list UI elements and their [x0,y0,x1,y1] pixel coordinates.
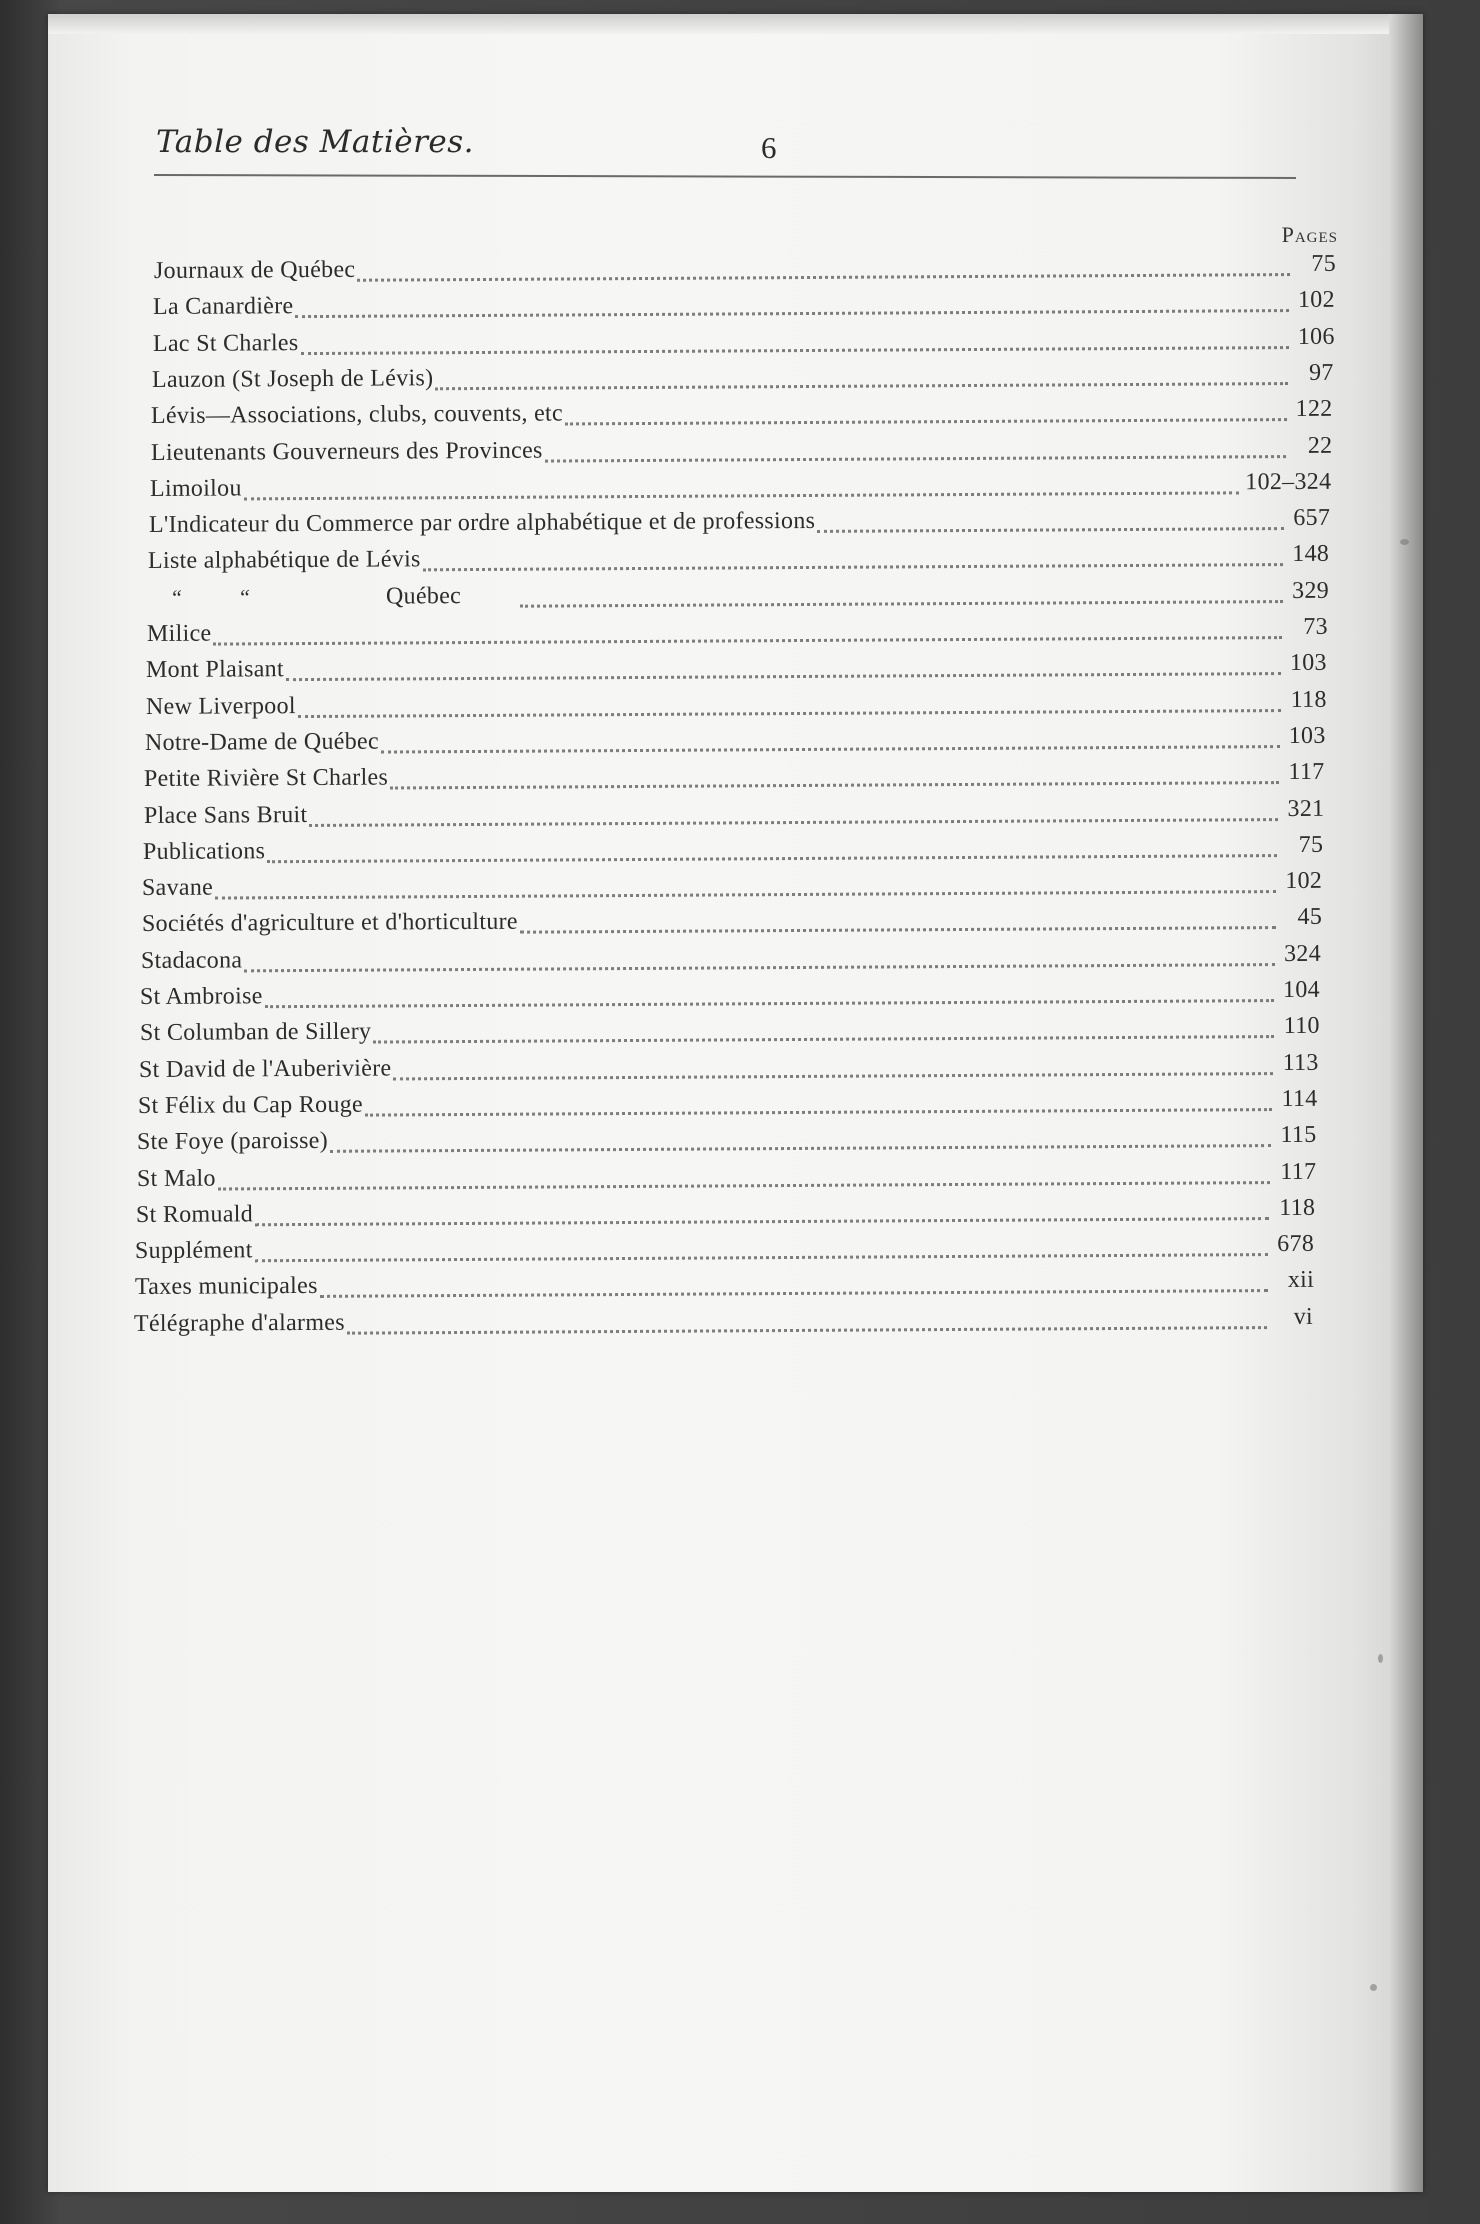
toc-entry [139,1049,1319,1088]
toc-entry-page: 117 [1288,758,1325,786]
toc-entry-label: Lauzon (St Joseph de Lévis) [151,365,434,393]
dot-leader [373,1035,1274,1044]
dot-leader [365,1108,1272,1117]
toc-entry-label: Petite Rivière St Charles [144,764,389,793]
dot-leader [817,527,1284,533]
toc-entry-page: 110 [1283,1013,1320,1040]
scan-speck [1400,539,1409,545]
dot-leader [520,600,1283,608]
dot-leader [298,709,1281,718]
toc-entry [153,323,1335,362]
toc-entry-label [148,582,518,611]
toc-entry [154,251,1336,290]
toc-entry-page: 97 [1308,359,1334,386]
dot-leader [544,455,1286,463]
toc-entry [147,614,1328,653]
toc-entry-label: Liste alphabétique de Lévis [148,546,422,575]
scan-speck [1370,1984,1377,1991]
table-of-contents [48,14,1423,2192]
dot-leader [265,999,1274,1008]
toc-entry [141,940,1321,979]
dot-leader [381,745,1280,753]
toc-entry-label: Sociétés d'agriculture et d'horticulture [141,909,518,938]
toc-entry-label: Lac St Charles [152,329,299,357]
toc-entry-page: 117 [1280,1158,1317,1185]
toc-entry-label: Milice [146,620,212,647]
toc-entry-page: 122 [1295,395,1333,423]
pages-column-header: Pages [1281,222,1338,247]
toc-entry-label: L'Indicateur du Commerce par ordre alphabétique et de professions [149,508,816,539]
toc-entry [146,686,1327,725]
dot-leader [423,563,1283,571]
toc-entry-label: Stadacona [140,947,243,974]
toc-entry-label: Supplément [135,1237,254,1265]
dot-leader [391,781,1279,789]
toc-entry-label: St Ambroise [140,983,263,1010]
toc-entry-page: 113 [1282,1049,1319,1076]
dot-leader [357,273,1290,282]
toc-entry-page: 678 [1277,1230,1315,1258]
dot-leader [214,636,1282,646]
toc-entry [144,759,1325,798]
toc-entry [140,977,1320,1016]
toc-entry-label: St Columban de Sillery [139,1018,371,1047]
dot-leader [309,818,1278,827]
dot-leader [218,1181,1271,1190]
toc-entry-page: 73 [1303,613,1329,640]
toc-entry [148,541,1329,580]
toc-entry [141,904,1321,943]
ditto-mark: “ [237,584,251,610]
toc-entry-page: 102 [1285,867,1323,895]
toc-entry-page: xii [1287,1267,1314,1294]
toc-entry [145,723,1326,762]
toc-entry-page: 106 [1297,323,1335,350]
toc-entry-label: Ste Foye (paroisse) [137,1128,329,1156]
toc-entry-page: 102–324 [1245,468,1332,496]
toc-entry-page: 115 [1280,1121,1317,1149]
toc-entry-label: New Liverpool [145,692,296,720]
dot-leader [286,672,1281,681]
toc-entry [142,868,1322,907]
toc-entry-page: 321 [1287,795,1325,822]
toc-entry-page: 148 [1292,541,1330,568]
dot-leader [300,346,1288,355]
toc-entry [137,1122,1317,1161]
toc-entry-page: 103 [1288,722,1326,749]
toc-entry [134,1303,1313,1342]
dot-leader [393,1072,1272,1080]
toc-entry-page: vi [1293,1303,1314,1330]
dot-leader [347,1326,1267,1335]
toc-entry [148,577,1329,616]
toc-entry-label: Télégraphe d'alarmes [133,1309,345,1337]
ditto-mark: “ [169,584,183,610]
toc-entry-page: 118 [1279,1194,1316,1221]
toc-entry [152,360,1334,399]
dot-leader [255,1253,1269,1262]
toc-entry-label: Lévis—Associations, clubs, couvents, etc [151,400,564,430]
toc-entry [149,505,1330,544]
toc-entry-label: St Malo [136,1165,216,1192]
dot-leader [267,854,1277,863]
toc-entry-page: 114 [1281,1085,1318,1112]
dot-leader [255,1217,1269,1226]
toc-entry [138,1086,1318,1125]
dot-leader [565,418,1287,425]
scan-speck [1378,1654,1383,1663]
toc-entry-page: 118 [1290,686,1327,713]
page-number: 6 [761,130,777,165]
toc-entry-label: Savane [142,874,214,902]
dot-leader [319,1289,1267,1298]
toc-entry-page: 324 [1283,940,1321,967]
toc-entry-label: Publications [142,838,266,865]
toc-entry-page: 22 [1307,432,1333,459]
book-page [48,14,1423,2192]
toc-entry-page: 102 [1298,287,1336,314]
toc-entry-label: La Canardière [153,293,294,321]
toc-entry-label: Place Sans Bruit [143,801,308,829]
toc-entry-page: 75 [1311,250,1337,277]
toc-entry-label: St Félix du Cap Rouge [138,1091,364,1119]
dot-leader [519,926,1275,934]
toc-entry [137,1158,1317,1197]
toc-entry [143,832,1324,871]
toc-entry-page: 657 [1293,504,1331,532]
page-content [48,14,1423,2192]
dot-leader [435,382,1287,390]
dot-leader [244,491,1240,500]
toc-entry-label: St Romuald [135,1201,254,1228]
toc-entry-label: Limoilou [149,475,242,502]
toc-entry [146,650,1327,689]
toc-entry [135,1267,1314,1306]
toc-entry-page: 75 [1298,831,1324,858]
toc-entry [135,1231,1314,1270]
toc-entry [139,1013,1319,1052]
toc-entry [136,1195,1315,1234]
toc-entry-page: 45 [1296,904,1322,931]
toc-entry [151,396,1333,435]
toc-entry-label: Notre-Dame de Québec [144,728,379,756]
toc-entry-page: 329 [1291,577,1329,604]
toc-entry [144,795,1325,834]
toc-entry-page: 104 [1283,976,1321,1004]
toc-entry [150,469,1332,508]
toc-entry-label: Lieutenants Gouverneurs des Provinces [150,437,543,466]
toc-entry-label: St David de l'Auberivière [138,1055,392,1083]
toc-entry-label: Mont Plaisant [146,656,285,684]
toc-entry-name: Québec [385,582,461,610]
dot-leader [244,963,1275,972]
toc-entry [153,287,1335,326]
dot-leader [330,1144,1271,1153]
toc-entry-label: Taxes municipales [134,1273,318,1301]
toc-entry-label: Journaux de Québec [153,256,356,284]
toc-entry [150,432,1332,471]
dot-leader [296,309,1289,318]
running-head-title: Table des Matières. [156,124,475,160]
dot-leader [215,890,1276,899]
toc-entry-page: 103 [1290,650,1328,677]
